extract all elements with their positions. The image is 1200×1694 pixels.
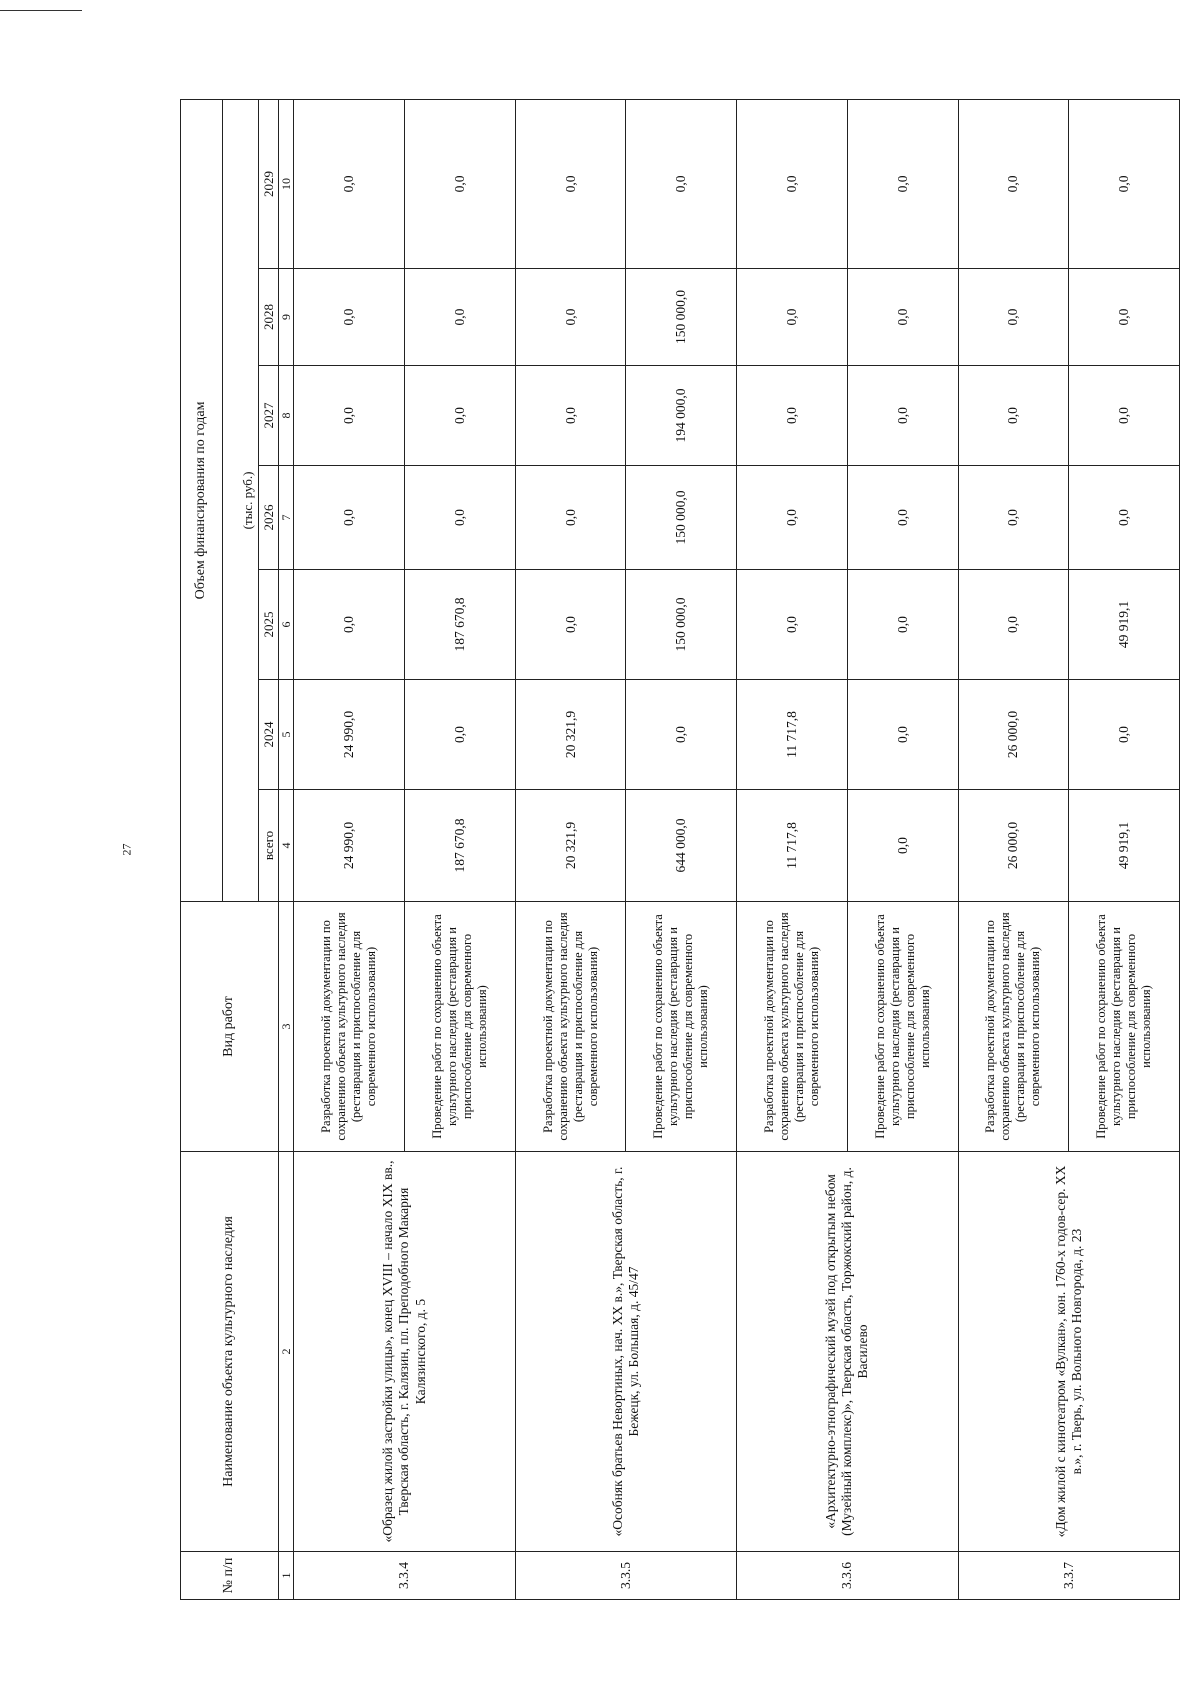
row-number: 3.3.5 <box>515 1552 736 1600</box>
work-type: Проведение работ по сохранению объекта культурного наследия (реставрация и приспособление для современного использования) <box>1069 902 1180 1152</box>
object-name: «Особняк братьев Невортиных, нач. XX в.», Тверская область, г. Бежецк, ул. Большая, д. 45/47 <box>515 1152 736 1552</box>
column-index: 5 <box>279 680 294 790</box>
value-2025: 0,0 <box>958 570 1069 680</box>
header-year: 2025 <box>259 570 279 680</box>
value-2027: 0,0 <box>405 366 516 466</box>
value-2028: 0,0 <box>737 269 848 366</box>
value-2028: 0,0 <box>515 269 626 366</box>
value-2025: 0,0 <box>847 570 958 680</box>
header-num: № п/п <box>181 1552 279 1600</box>
column-index: 10 <box>279 99 294 268</box>
value-2026: 0,0 <box>1069 466 1180 570</box>
value-2028: 0,0 <box>1069 269 1180 366</box>
value-2026: 0,0 <box>294 466 405 570</box>
page-number: 27 <box>119 843 134 856</box>
funding-table <box>180 99 1180 1600</box>
header-unit: (тыс. руб.) <box>223 99 259 901</box>
value-total: 20 321,9 <box>515 790 626 902</box>
value-2026: 0,0 <box>847 466 958 570</box>
table-row <box>294 99 405 1599</box>
work-type: Проведение работ по сохранению объекта культурного наследия (реставрация и приспособление для современного использования) <box>405 902 516 1152</box>
funding-table-rotated <box>180 100 1180 1600</box>
value-2029: 0,0 <box>294 99 405 268</box>
row-number: 3.3.4 <box>294 1552 515 1600</box>
column-index: 3 <box>279 902 294 1152</box>
value-total: 187 670,8 <box>405 790 516 902</box>
header-funding: Объем финансирования по годам <box>181 99 223 901</box>
value-2029: 0,0 <box>958 99 1069 268</box>
header-year: 2028 <box>259 269 279 366</box>
value-2028: 0,0 <box>405 269 516 366</box>
column-index: 8 <box>279 366 294 466</box>
value-total: 11 717,8 <box>737 790 848 902</box>
value-2025: 0,0 <box>294 570 405 680</box>
value-2028: 0,0 <box>958 269 1069 366</box>
work-type: Проведение работ по сохранению объекта культурного наследия (реставрация и приспособление для современного использования) <box>847 902 958 1152</box>
column-index: 6 <box>279 570 294 680</box>
table-row <box>515 99 626 1599</box>
value-total: 24 990,0 <box>294 790 405 902</box>
scan-edge-line <box>0 10 82 11</box>
value-2027: 0,0 <box>294 366 405 466</box>
value-total: 0,0 <box>847 790 958 902</box>
header-total: всего <box>259 790 279 902</box>
value-2024: 24 990,0 <box>294 680 405 790</box>
value-2026: 0,0 <box>737 466 848 570</box>
value-2025: 0,0 <box>737 570 848 680</box>
value-2024: 26 000,0 <box>958 680 1069 790</box>
column-index: 2 <box>279 1152 294 1552</box>
row-number: 3.3.6 <box>737 1552 958 1600</box>
value-2029: 0,0 <box>737 99 848 268</box>
column-index: 7 <box>279 466 294 570</box>
work-type: Разработка проектной документации по сохранению объекта культурного наследия (реставрация и приспособление для современного использования) <box>958 902 1069 1152</box>
value-2027: 0,0 <box>737 366 848 466</box>
header-work-type: Вид работ <box>181 902 279 1152</box>
work-type: Проведение работ по сохранению объекта культурного наследия (реставрация и приспособление для современного использования) <box>626 902 737 1152</box>
column-index: 1 <box>279 1552 294 1600</box>
table-row <box>737 99 848 1599</box>
value-total: 644 000,0 <box>626 790 737 902</box>
object-name: «Архитектурно-этнографический музей под открытым небом (Музейный комплекс)», Тверская область, Торжокский район, д. Василево <box>737 1152 958 1552</box>
value-2026: 0,0 <box>405 466 516 570</box>
value-2026: 0,0 <box>515 466 626 570</box>
value-2027: 194 000,0 <box>626 366 737 466</box>
value-2028: 0,0 <box>847 269 958 366</box>
value-2024: 0,0 <box>405 680 516 790</box>
object-name: «Дом жилой с кинотеатром «Вулкан», кон. 1760-х годов-сер. XX в.», г. Тверь, ул. Вольного Новгорода, д. 23 <box>958 1152 1179 1552</box>
value-total: 49 919,1 <box>1069 790 1180 902</box>
value-2029: 0,0 <box>1069 99 1180 268</box>
value-2029: 0,0 <box>847 99 958 268</box>
value-2027: 0,0 <box>515 366 626 466</box>
value-2025: 49 919,1 <box>1069 570 1180 680</box>
header-year: 2026 <box>259 466 279 570</box>
value-2026: 150 000,0 <box>626 466 737 570</box>
value-2027: 0,0 <box>958 366 1069 466</box>
header-year: 2024 <box>259 680 279 790</box>
value-2028: 150 000,0 <box>626 269 737 366</box>
work-type: Разработка проектной документации по сохранению объекта культурного наследия (реставрация и приспособление для современного использования) <box>515 902 626 1152</box>
value-total: 26 000,0 <box>958 790 1069 902</box>
header-object-name: Наименование объекта культурного наследия <box>181 1152 279 1552</box>
value-2028: 0,0 <box>294 269 405 366</box>
row-number: 3.3.7 <box>958 1552 1179 1600</box>
value-2027: 0,0 <box>847 366 958 466</box>
value-2025: 0,0 <box>515 570 626 680</box>
header-year: 2027 <box>259 366 279 466</box>
work-type: Разработка проектной документации по сохранению объекта культурного наследия (реставрация и приспособление для современного использования) <box>294 902 405 1152</box>
value-2029: 0,0 <box>515 99 626 268</box>
value-2029: 0,0 <box>626 99 737 268</box>
value-2024: 0,0 <box>626 680 737 790</box>
value-2029: 0,0 <box>405 99 516 268</box>
value-2025: 150 000,0 <box>626 570 737 680</box>
work-type: Разработка проектной документации по сохранению объекта культурного наследия (реставрация и приспособление для современного использования) <box>737 902 848 1152</box>
value-2024: 0,0 <box>1069 680 1180 790</box>
value-2027: 0,0 <box>1069 366 1180 466</box>
object-name: «Образец жилой застройки улицы», конец XVIII – начало XIX вв., Тверская область, г. Калязин, пл. Преподобного Макария Калязинского, д. 5 <box>294 1152 515 1552</box>
value-2024: 0,0 <box>847 680 958 790</box>
value-2024: 20 321,9 <box>515 680 626 790</box>
value-2024: 11 717,8 <box>737 680 848 790</box>
table-row <box>958 99 1069 1599</box>
column-index: 4 <box>279 790 294 902</box>
value-2026: 0,0 <box>958 466 1069 570</box>
value-2025: 187 670,8 <box>405 570 516 680</box>
column-index: 9 <box>279 269 294 366</box>
header-year: 2029 <box>259 99 279 268</box>
